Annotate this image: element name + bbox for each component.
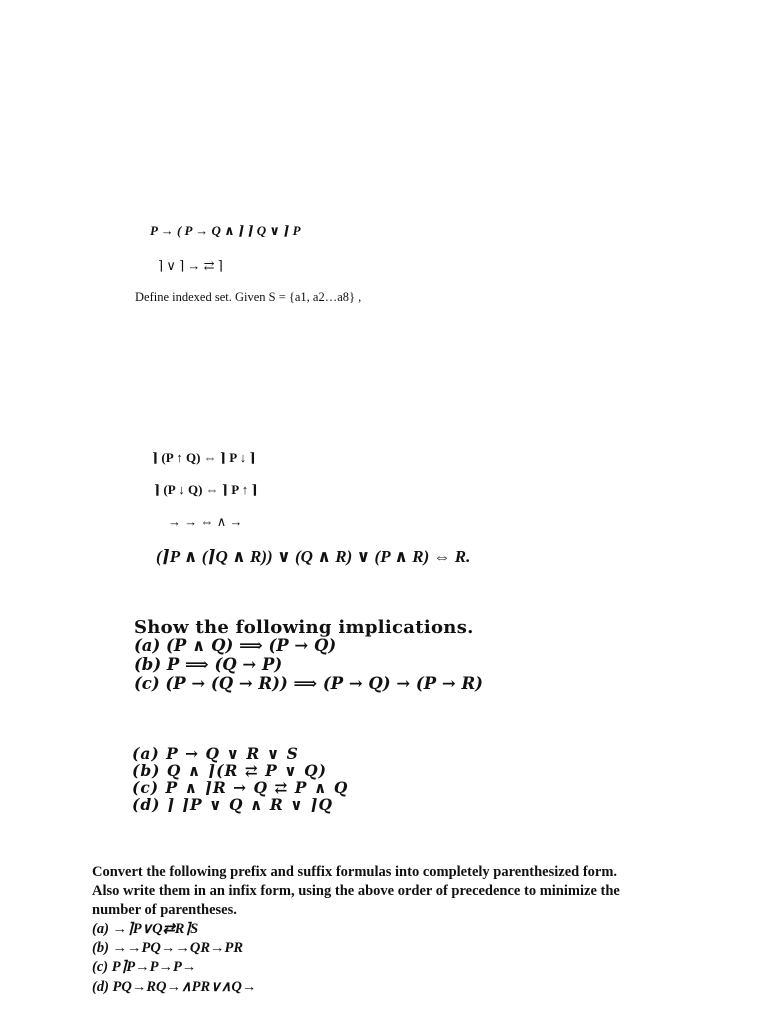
convert-item-c: (c) P⌉P→P→P→ (92, 959, 197, 975)
convert-item-a: (a) →⌉P∨Q⇄R⌉S (92, 921, 199, 937)
implications-title: Show the following implications. (134, 617, 474, 638)
define-indexed-set-text: Define indexed set. Given S = {a1, a2…a8} , (135, 290, 362, 304)
symbol-line-2: → → ⇔ ∧ → (168, 514, 243, 529)
symbol-line-1: ⌉ ∨ ⌉ → ⇄ ⌉ (158, 258, 223, 273)
convert-para-line-3: number of parentheses. (92, 902, 237, 918)
implication-item-b: (b) P ⟹ (Q → P) (134, 655, 283, 674)
implication-item-c: (c) (P → (Q → R)) ⟹ (P → Q) → (P → R) (134, 674, 483, 693)
convert-image (92, 863, 692, 995)
convert-item-b: (b) →→PQ→→QR→PR (92, 940, 244, 956)
convert-para-line-2: Also write them in an infix form, using the above order of precedence to minimize the (92, 883, 620, 899)
implication-item-a: (a) (P ∧ Q) ⟹ (P → Q) (134, 636, 337, 655)
formula-line-3: ⌉ (P ↓ Q) ⇔ ⌉ P ↑ ⌉ (154, 482, 258, 497)
formula-item-b: (b) Q ∧ ⌉(R ⇄ P ∨ Q) (132, 761, 327, 780)
equivalence-formula: (⌉P ∧ (⌉Q ∧ R)) ∨ (Q ∧ R) ∨ (P ∧ R) ⇔ R. (156, 547, 471, 566)
formula-item-d: (d) ⌉ ⌉P ∨ Q ∧ R ∨ ⌉Q (132, 795, 333, 814)
convert-item-d: (d) PQ→RQ→∧PR∨∧Q→ (92, 979, 257, 995)
formula-item-a: (a) P → Q ∨ R ∨ S (132, 744, 299, 763)
convert-para-line-1: Convert the following prefix and suffix formulas into completely parenthesized form. (92, 864, 618, 880)
formula-list-image (132, 744, 432, 816)
formula-item-c: (c) P ∧ ⌉R → Q ⇄ P ∧ Q (132, 778, 349, 797)
formula-line-1: P → ( P → Q ∧ ⌉ ⌉ Q ∨ ⌉ P (150, 223, 301, 238)
formula-line-2: ⌉ (P ↑ Q) ⇔ ⌉ P ↓ ⌉ (152, 450, 256, 465)
